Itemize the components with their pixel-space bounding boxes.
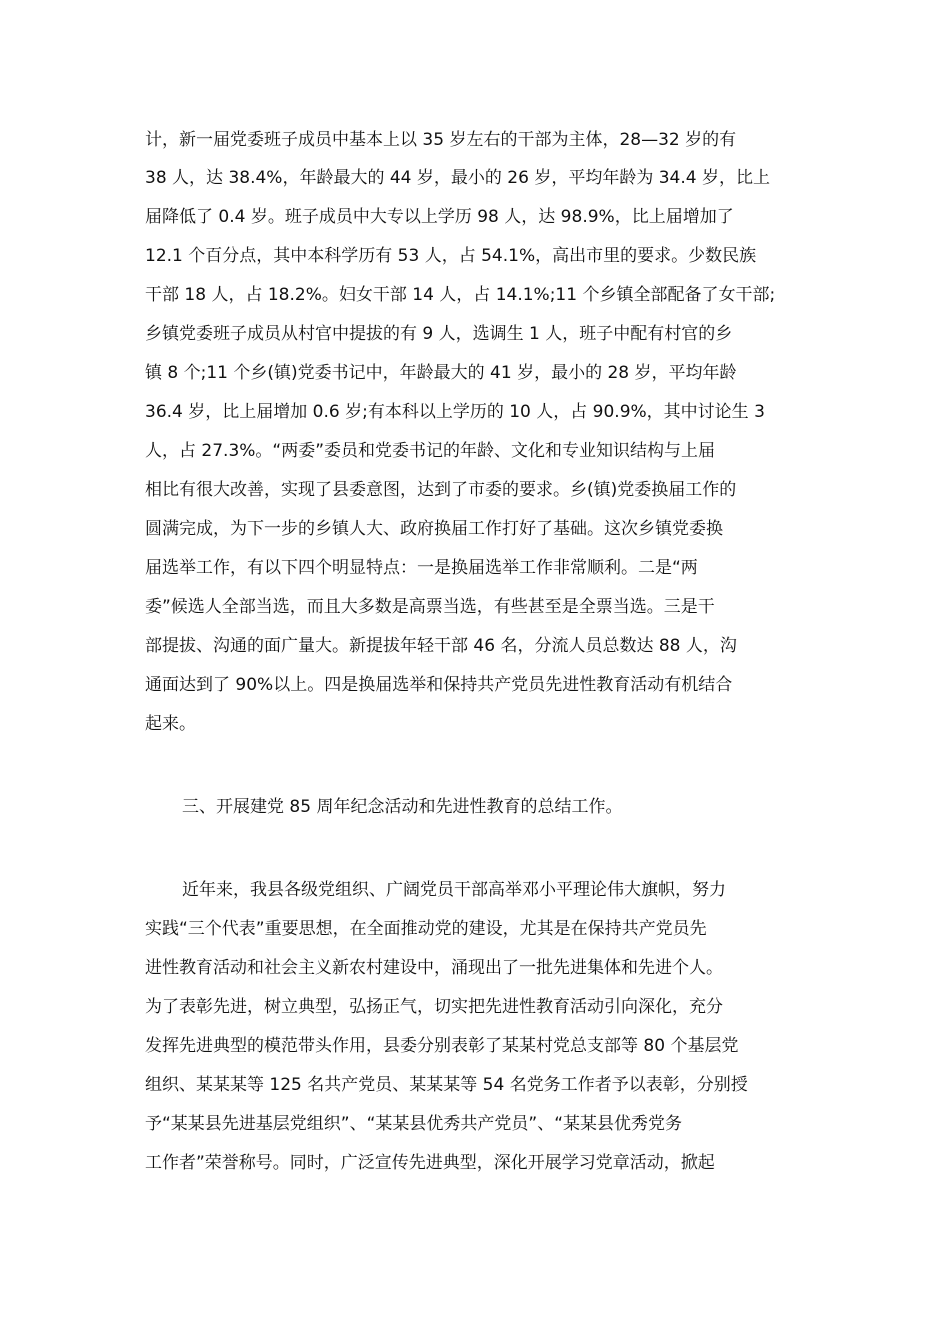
paragraph-1-line-6: 乡镇党委班子成员从村官中提拔的有 9 人，选调生 1 人，班子中配有村官的乡 xyxy=(145,324,733,344)
paragraph-1-line-10: 相比有很大改善，实现了县委意图，达到了市委的要求。乡(镇)党委换届工作的 xyxy=(145,480,737,500)
paragraph-3-line-1: 近年来，我县各级党组织、广阔党员干部高举邓小平理论伟大旗帜，努力 xyxy=(182,880,726,900)
paragraph-1-line-3: 届降低了 0.4 岁。班子成员中大专以上学历 98 人，达 98.9%，比上届增加了 xyxy=(145,207,734,227)
paragraph-1-line-7: 镇 8 个;11 个乡(镇)党委书记中，年龄最大的 41 岁，最小的 28 岁，平均年龄 xyxy=(145,363,737,383)
paragraph-3-line-3: 进性教育活动和社会主义新农村建设中，涌现出了一批先进集体和先进个人。 xyxy=(145,958,723,978)
paragraph-3-line-6: 组织、某某某等 125 名共产党员、某某某等 54 名党务工作者予以表彰，分别授 xyxy=(145,1075,748,1095)
paragraph-1-line-13: 委”候选人全部当选，而且大多数是高票当选，有些甚至是全票当选。三是干 xyxy=(145,597,715,617)
paragraph-1-line-5: 干部 18 人，占 18.2%。妇女干部 14 人，占 14.1%;11 个乡镇全部配备了女干部; xyxy=(145,285,776,305)
paragraph-1-line-12: 届选举工作，有以下四个明显特点：一是换届选举工作非常顺利。二是“两 xyxy=(145,558,698,578)
paragraph-1-line-2: 38 人，达 38.4%，年龄最大的 44 岁，最小的 26 岁，平均年龄为 34.4 岁，比上 xyxy=(145,168,770,188)
paragraph-1-line-14: 部提拔、沟通的面广量大。新提拔年轻干部 46 名，分流人员总数达 88 人，沟 xyxy=(145,636,737,656)
paragraph-3-line-4: 为了表彰先进，树立典型，弘扬正气，切实把先进性教育活动引向深化，充分 xyxy=(145,997,723,1017)
paragraph-3-line-2: 实践“三个代表”重要思想，在全面推动党的建设，尤其是在保持共产党员先 xyxy=(145,919,707,939)
paragraph-3-line-7: 予“某某县先进基层党组织”、“某某县优秀共产党员”、“某某县优秀党务 xyxy=(145,1114,683,1134)
paragraph-3-line-8: 工作者”荣誉称号。同时，广泛宣传先进典型，深化开展学习党章活动，掀起 xyxy=(145,1153,715,1173)
paragraph-1-line-16: 起来。 xyxy=(145,714,196,734)
paragraph-1-line-1: 计，新一届党委班子成员中基本上以 35 岁左右的干部为主体，28—32 岁的有 xyxy=(145,130,737,150)
paragraph-1-line-8: 36.4 岁，比上届增加 0.6 岁;有本科以上学历的 10 人，占 90.9%，其中讨论生 3 xyxy=(145,402,765,422)
paragraph-1-line-9: 人，占 27.3%。“两委”委员和党委书记的年龄、文化和专业知识结构与上届 xyxy=(145,441,716,461)
paragraph-1-line-4: 12.1 个百分点，其中本科学历有 53 人，占 54.1%，高出市里的要求。少数民族 xyxy=(145,246,757,266)
paragraph-3-line-5: 发挥先进典型的模范带头作用，县委分别表彰了某某村党总支部等 80 个基层党 xyxy=(145,1036,739,1056)
section-heading: 三、开展建党 85 周年纪念活动和先进性教育的总结工作。 xyxy=(182,797,623,817)
paragraph-1-line-11: 圆满完成，为下一步的乡镇人大、政府换届工作打好了基础。这次乡镇党委换 xyxy=(145,519,723,539)
paragraph-1-line-15: 通面达到了 90%以上。四是换届选举和保持共产党员先进性教育活动有机结合 xyxy=(145,675,733,695)
